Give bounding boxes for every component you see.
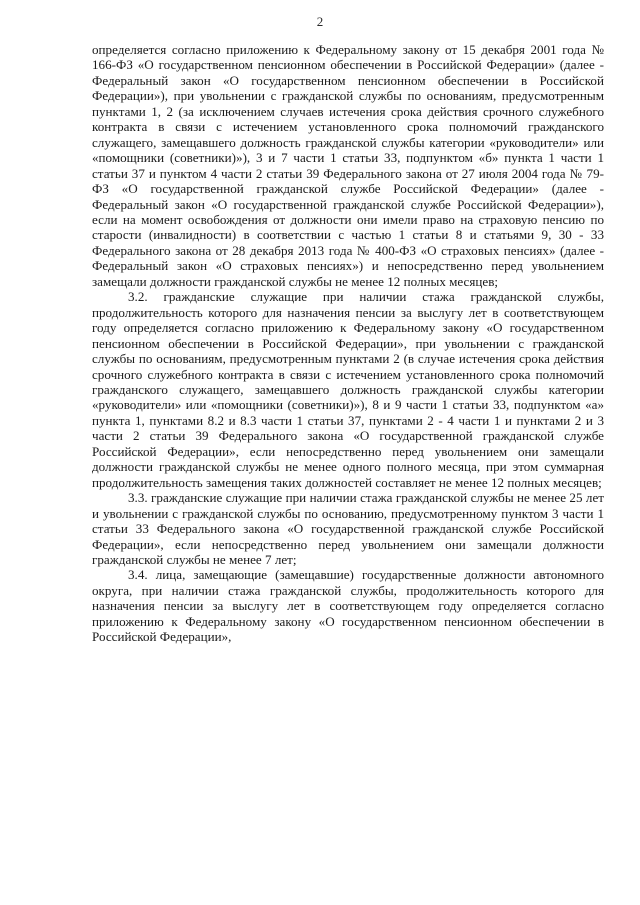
paragraph-continuation: определяется согласно приложению к Федеральному закону от 15 декабря 2001 года № 166-ФЗ «О государственном пенсионном обеспечении в Российской Федерации» (далее - Федеральный закон «О государственном пенсионном обеспечении в Российской Федерации»), при увольнении с гражданской службы по основаниям, предусмотренным пунктами 1, 2 (за исключением случаев истечения срока действия срочного служебного контракта в связи с истечением установленного срока полномочий гражданского служащего, замещавшего должность гражданской службы категории «руководители» или «помощники (советники)»), 3 и 7 части 1 статьи 33, подпунктом «б» пункта 1 части 1 статьи 37 и пунктом 4 части 2 статьи 39 Федерального закона от 27 июля 2004 года № 79-ФЗ «О государственной гражданской службе Российской Федерации» (далее - Федеральный закон «О государственной гражданской службе Российской Федерации»), если на момент освобождения от должности они имели право на страховую пенсию по старости (инвалидности) в соответствии с частью 1 статьи 8 и статьями 9, 30 - 33 Федерального закона от 28 декабря 2013 года № 400-ФЗ «О страховых пенсиях» (далее - Федеральный закон «О страховых пенсиях») и непосредственно перед увольнением замещали должности гражданской службы не менее 12 полных месяцев;: [92, 42, 604, 289]
paragraph-3-4: 3.4. лица, замещающие (замещавшие) государственные должности автономного округа, при наличии стажа гражданской службы, продолжительность которого для назначения пенсии за выслугу лет в соответствующем году определяется согласно приложению к Федеральному закону «О государственном пенсионном обеспечении в Российской Федерации»,: [92, 567, 604, 645]
paragraph-3-3: 3.3. гражданские служащие при наличии стажа гражданской службы не менее 25 лет и увольнении с гражданской службы по основанию, предусмотренному пунктом 3 части 1 статьи 33 Федерального закона «О государственной гражданской службе Российской Федерации», если непосредственно перед увольнением они замещали должности гражданской службы не менее 7 лет;: [92, 490, 604, 567]
document-body: [92, 42, 604, 645]
page-number: 2: [316, 14, 324, 29]
paragraph-3-2: 3.2. гражданские служащие при наличии стажа гражданской службы, продолжительность которого для назначения пенсии за выслугу лет в соответствующем году определяется согласно приложению к Федеральному закону «О государственном пенсионном обеспечении в Российской Федерации», при увольнении с гражданской службы по основаниям, предусмотренным пунктами 2 (в случае истечения срока действия срочного служебного контракта в связи с истечением установленного срока полномочий гражданского служащего, замещавшего должность гражданской службы категории «руководители» или «помощники (советники)»), 8 и 9 части 1 статьи 33, подпунктом «а» пункта 1, пунктами 8.2 и 8.3 части 1 статьи 37, пунктами 2 - 4 части 1 и пунктами 2 и 3 части 2 статьи 39 Федерального закона «О государственной гражданской службе Российской Федерации», если непосредственно перед увольнением они замещали должности гражданской службы не менее одного полного месяца, при этом суммарная продолжительность замещения таких должностей составляет не менее 12 полных месяцев;: [92, 289, 604, 490]
